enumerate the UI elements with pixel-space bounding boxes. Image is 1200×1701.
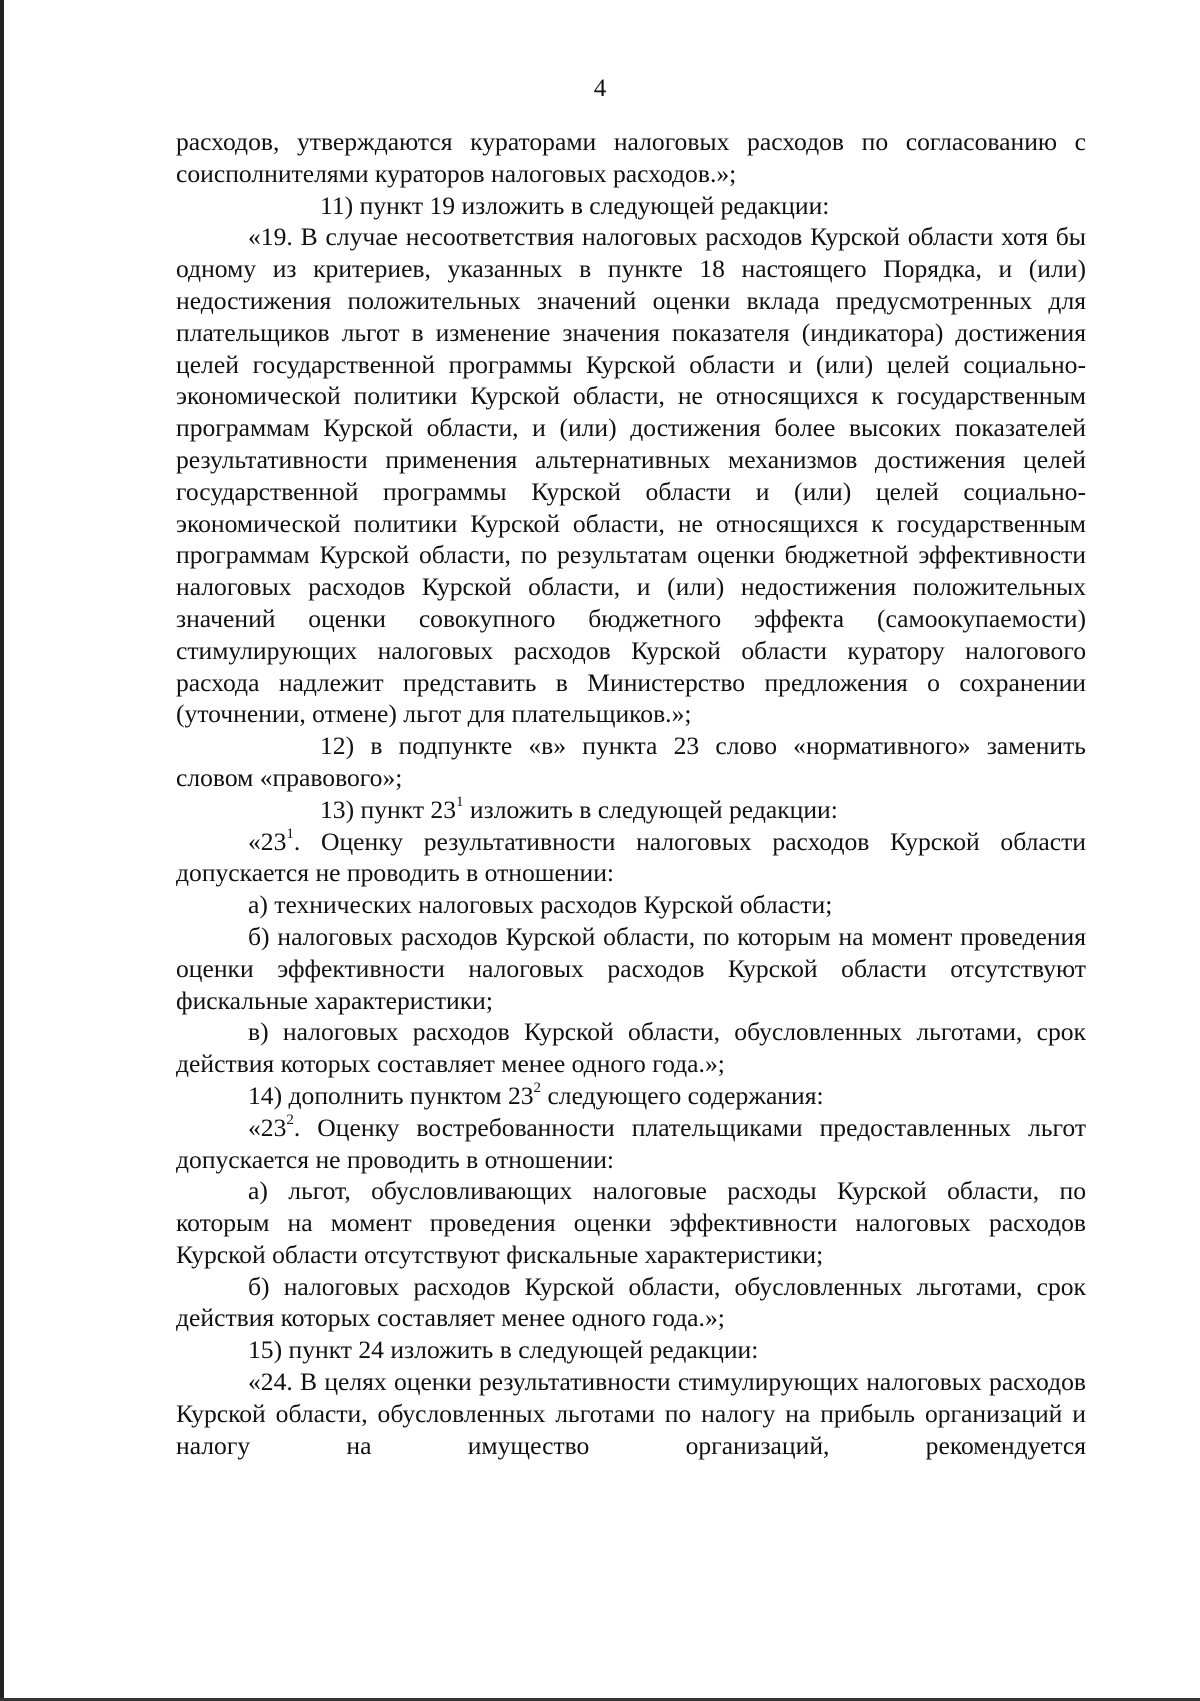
paragraph-point-24: «24. В целях оценки результативности стимулирующих налоговых расходов Курской области, обусловленных льготами по налогу на прибыль организаций и налогу на имущество организаций, рекомендуется [176, 1367, 1086, 1460]
superscript: 2 [286, 1112, 294, 1129]
item-text-part: пункт 23 [360, 794, 456, 824]
paragraph-item-14 [176, 1080, 1086, 1112]
scan-edge-left [0, 0, 4, 1701]
point-text-part: «23 [248, 1112, 287, 1142]
item-text-part: 14) дополнить пунктом 23 [248, 1080, 534, 1110]
item-text: пункт 19 изложить в следующей редакции: [359, 190, 830, 220]
item-text [361, 795, 838, 824]
subitem-b: б) налоговых расходов Курской области, по которым на момент проведения оценки эффективности налоговых расходов Курской области отсутствуют фискальные характеристики; [176, 921, 1086, 1015]
item-text-part: следующего содержания: [541, 1080, 824, 1110]
item-number: 12) [320, 731, 355, 761]
subitem-v: в) налоговых расходов Курской области, обусловленных льготами, срок действия которых составляет менее одного года.»; [176, 1017, 1086, 1079]
subitem-a-2: а) льгот, обусловливающих налоговые расходы Курской области, по которым на момент проведения оценки эффективности налоговых расходов Курской области отсутствуют фискальные характеристики; [176, 1176, 1086, 1269]
superscript: 1 [456, 794, 464, 811]
item-text-part: изложить в следующей редакции: [463, 794, 838, 824]
paragraph-item-12 [176, 730, 1086, 794]
point-text-part: . Оценку результативности налоговых расходов Курской области допускается не проводить в отношении: [176, 826, 1086, 888]
paragraph-continuation: расходов, утверждаются кураторами налоговых расходов по согласованию с соисполнителями кураторов налоговых расходов.»; [176, 127, 1086, 188]
subitem-a: а) технических налоговых расходов Курской области; [248, 890, 833, 920]
item-text: в подпункте «в» пункта 23 слово «нормативного» заменить словом «правового»; [176, 731, 1086, 792]
superscript: 1 [286, 826, 294, 842]
paragraph-item-13 [176, 794, 1086, 826]
item-number: 13) [320, 794, 355, 824]
superscript: 2 [533, 1080, 542, 1097]
point-text-part: «23 [248, 826, 287, 856]
subitem-b-2: б) налоговых расходов Курской области, обусловленных льготами, срок действия которых составляет менее одного года.»; [176, 1271, 1086, 1333]
paragraph-point-23-2 [176, 1112, 1086, 1176]
item-number: 11) [320, 190, 354, 220]
point-text-part: . Оценку востребованности плательщиками предоставленных льгот допускается не проводить в отношении: [176, 1112, 1086, 1174]
document-body [176, 126, 1086, 1461]
paragraph-item-15: 15) пункт 24 изложить в следующей редакции: [248, 1335, 759, 1365]
page-number: 4 [593, 75, 607, 102]
paragraph-point-23-1 [176, 826, 1086, 890]
paragraph-item-11 [176, 190, 1086, 222]
paragraph-point-19: «19. В случае несоответствия налоговых расходов Курской области хотя бы одному из критериев, указанных в пункте 18 настоящего Порядка, и (или) недостижения положительных значений оценки вклада предусмотренных для плательщиков льгот в изменение значения показателя (индикатора) достижения целей государственной программы Курской области и (или) целей социально-экономической политики Курской области, не относящихся к государственным программам Курской области, и (или) достижения более высоких показателей результативности применения альтернативных механизмов достижения целей государственной программы Курской области и (или) целей социально-экономической политики Курской области, не относящихся к государственным программам Курской области, по результатам оценки бюджетной эффективности налоговых расходов Курской области, и (или) недостижения положительных значений оценки совокупного бюджетного эффекта (самоокупаемости) стимулирующих налоговых расходов Курской области куратору налогового расхода надлежит представить в Министерство предложения о сохранении (уточнении, отмене) льгот для плательщиков.»; [176, 222, 1086, 729]
